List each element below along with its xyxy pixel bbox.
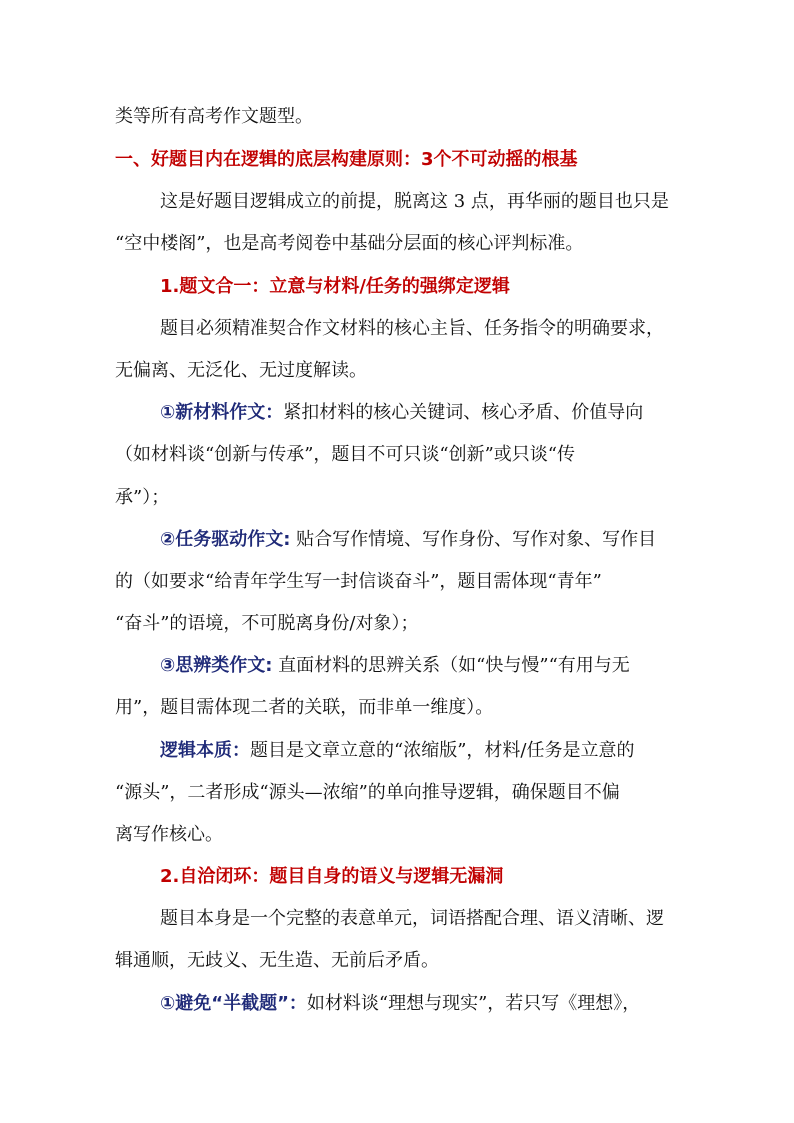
paragraph-line: “空中楼阁”，也是高考阅卷中基础分层面的核心评判标准。 — [115, 233, 584, 254]
paragraph-line: 无偏离、无泛化、无过度解读。 — [115, 360, 367, 381]
paragraph-line: 类等所有高考作文题型。 — [115, 106, 313, 127]
paragraph-line: 辑通顺，无歧义、无生造、无前后矛盾。 — [115, 950, 439, 971]
bullet-critical-thinking — [160, 653, 760, 679]
bullet-lead: ③思辨类作文: — [160, 655, 273, 676]
bullet-lead: ②任务驱动作文: — [160, 529, 291, 550]
bullet-lead: ①避免“半截题”： — [160, 993, 307, 1014]
bullet-new-material — [160, 400, 760, 426]
bullet-text: 如材料谈“理想与现实”，若只写《理想》， — [306, 993, 641, 1014]
paragraph-line: 题目必须精准契合作文材料的核心主旨、任务指令的明确要求， — [160, 318, 664, 339]
logic-essence — [160, 738, 760, 764]
subheading-2: 2.自洽闭环：题目自身的语义与逻辑无漏洞 — [160, 866, 504, 887]
paragraph-line: 离写作核心。 — [115, 824, 223, 845]
paragraph-line: 的（如要求“给青年学生写一封信谈奋斗”，题目需体现“青年” — [115, 571, 602, 592]
subheading-1: 1.题文合一：立意与材料/任务的强绑定逻辑 — [160, 276, 510, 297]
section-heading-1: 一、好题目内在逻辑的底层构建原则：3个不可动摇的根基 — [115, 149, 578, 170]
bullet-text: 直面材料的思辨关系（如“快与慢”“有用与无 — [272, 655, 630, 676]
paragraph-line: “源头”，二者形成“源头—浓缩”的单向推导逻辑，确保题目不偏 — [115, 782, 620, 803]
paragraph-line: “奋斗”的语境，不可脱离身份/对象）； — [115, 613, 419, 634]
paragraph-line: 题目本身是一个完整的表意单元，词语搭配合理、语义清晰、逻 — [160, 908, 664, 929]
bullet-text: 贴合写作情境、写作身份、写作对象、写作目 — [290, 529, 657, 550]
bullet-half-title — [160, 991, 760, 1017]
paragraph-line: 用”，题目需体现二者的关联，而非单一维度）。 — [115, 697, 494, 718]
essence-lead: 逻辑本质： — [160, 740, 250, 761]
essence-text: 题目是文章立意的“浓缩版”，材料/任务是立意的 — [250, 740, 635, 761]
bullet-text: 紧扣材料的核心关键词、核心矛盾、价值导向 — [283, 402, 644, 423]
bullet-lead: ①新材料作文： — [160, 402, 284, 423]
paragraph-line: 承”）； — [115, 487, 170, 508]
bullet-task-driven — [160, 527, 760, 553]
paragraph-line: （如材料谈“创新与传承”，题目不可只谈“创新”或只谈“传 — [115, 444, 576, 465]
paragraph-line: 这是好题目逻辑成立的前提，脱离这 3 点，再华丽的题目也只是 — [160, 191, 669, 212]
